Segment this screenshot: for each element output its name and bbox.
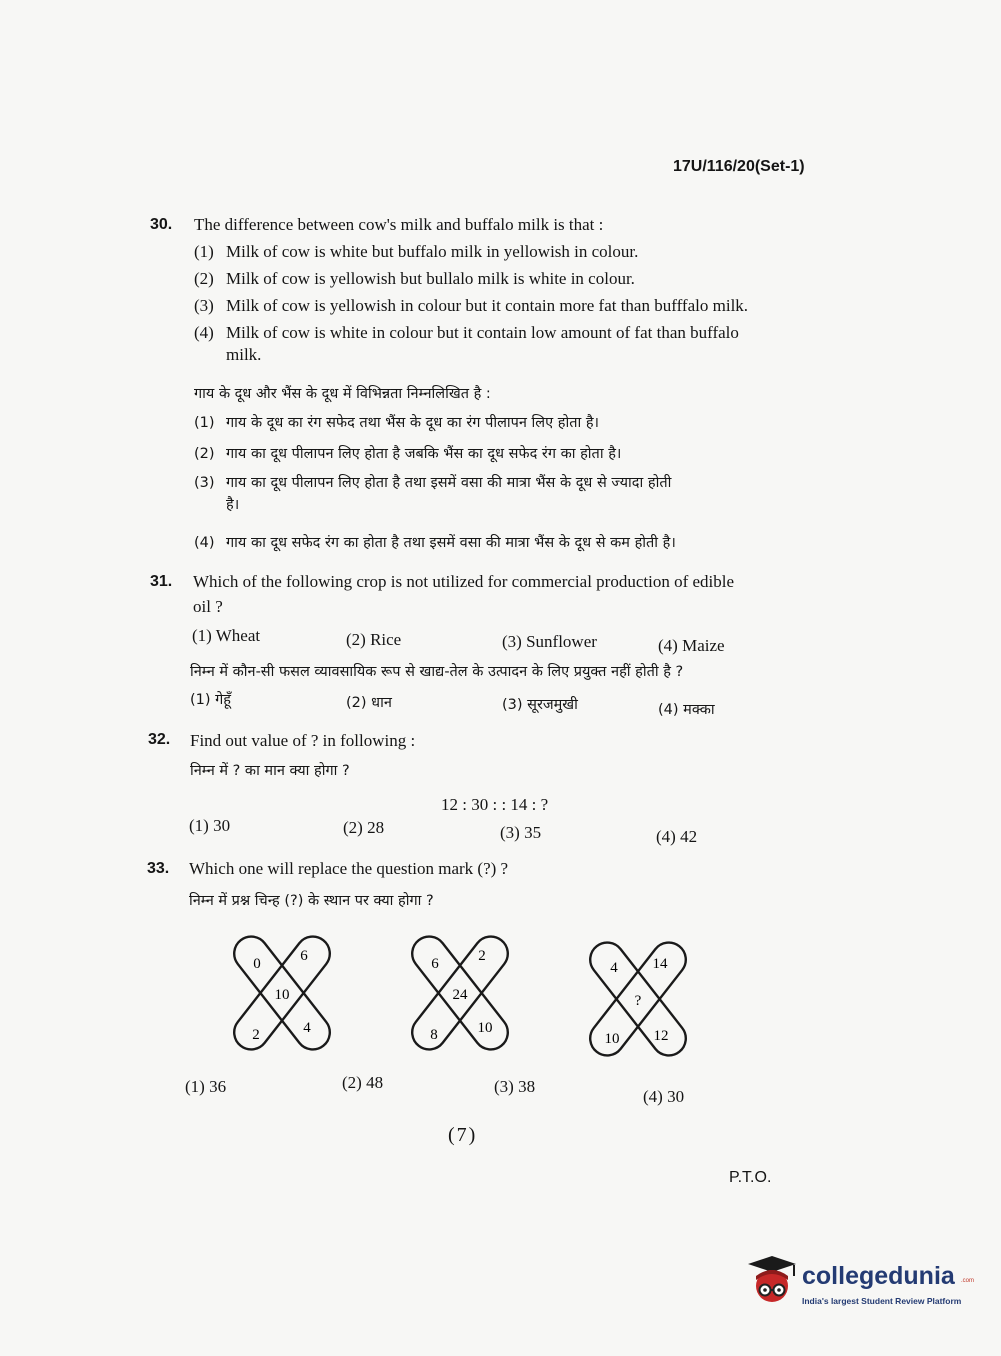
svg-text:?: ? <box>634 993 642 1009</box>
option-4: (4) 42 <box>656 827 698 846</box>
question-text-hi: निम्न में प्रश्न चिन्ह (?) के स्थान पर क्या होगा ? <box>189 893 434 909</box>
option-en-2: (2) Rice <box>346 630 402 649</box>
question-number: 33. <box>147 860 170 877</box>
question-text-hi: गाय के दूध और भैंस के दूध में विभिन्नता निम्नलिखित है : <box>194 386 491 402</box>
option-hi-3: (3) गाय का दूध पीलापन लिए होता है तथा इसमें वसा की मात्रा भैंस के दूध से ज्यादा होती <box>194 475 672 491</box>
option-hi-1: (1) गाय के दूध का रंग सफेद तथा भैंस के दूध का रंग पीलापन लिए होता है। <box>194 415 600 431</box>
question-text-en: Find out value of ? in following : <box>190 731 416 750</box>
cross-figure-3 <box>578 928 698 1070</box>
question-number: 30. <box>150 216 173 233</box>
option-hi-2: (2) धान <box>346 695 392 711</box>
collegedunia-logo <box>742 1248 975 1318</box>
question-text-en: Which of the following crop is not utilized for commercial production of edible <box>193 572 735 591</box>
option-en-4: (4) Milk of cow is white in colour but it contain low amount of fat than buffalo <box>194 323 739 342</box>
option-hi-3: (3) सूरजमुखी <box>502 697 578 713</box>
option-3: (3) 35 <box>500 823 542 842</box>
question-number: 32. <box>148 731 171 748</box>
svg-text:10: 10 <box>274 987 290 1003</box>
option-3: (3) 38 <box>494 1077 536 1096</box>
student-mascot-icon <box>742 1254 800 1314</box>
option-hi-2: (2) गाय का दूध पीलापन लिए होता है जबकि भैंस का दूध सफेद रंग का होता है। <box>194 446 622 462</box>
question-text-hi: निम्न में कौन-सी फसल व्यावसायिक रूप से खाद्य-तेल के उत्पादन के लिए प्रयुक्त नहीं होती है ? <box>190 664 684 680</box>
option-hi-4: (4) गाय का दूध सफेद रंग का होता है तथा इसमें वसा की मात्रा भैंस के दूध से कम होती है। <box>194 535 676 551</box>
option-hi-1: (1) गेहूँ <box>190 692 232 708</box>
logo-tagline: India's largest Student Review Platform <box>802 1296 962 1306</box>
svg-text:4: 4 <box>610 960 618 976</box>
option-en-2: (2) Milk of cow is yellowish but bullalo milk is white in colour. <box>194 269 635 288</box>
svg-text:6: 6 <box>431 956 439 972</box>
svg-text:10: 10 <box>477 1020 493 1036</box>
question-number: 31. <box>150 573 173 590</box>
svg-text:2: 2 <box>252 1027 260 1043</box>
svg-text:6: 6 <box>300 948 308 964</box>
cross-figure-1 <box>222 922 342 1064</box>
pto-label: P.T.O. <box>729 1169 772 1186</box>
cross-figure-2 <box>400 922 520 1064</box>
option-hi-4: (4) मक्का <box>658 702 715 718</box>
option-en-4-cont: milk. <box>226 345 262 364</box>
svg-text:4: 4 <box>303 1020 311 1036</box>
option-hi-3-cont: है। <box>226 497 240 513</box>
option-en-1: (1) Milk of cow is white but buffalo milk in yellowish in colour. <box>194 242 639 261</box>
option-2: (2) 28 <box>343 818 385 837</box>
logo-com: .com <box>961 1278 975 1284</box>
option-2: (2) 48 <box>342 1073 384 1092</box>
option-en-1: (1) Wheat <box>192 626 261 645</box>
option-1: (1) 30 <box>189 816 231 835</box>
option-1: (1) 36 <box>185 1077 227 1096</box>
ratio-expression: 12 : 30 : : 14 : ? <box>441 795 549 814</box>
option-4: (4) 30 <box>643 1087 685 1106</box>
option-en-3: (3) Sunflower <box>502 632 597 651</box>
question-text-en: The difference between cow's milk and buffalo milk is that : <box>194 215 604 234</box>
option-en-4: (4) Maize <box>658 636 725 655</box>
question-text-hi: निम्न में ? का मान क्या होगा ? <box>190 763 350 779</box>
option-en-3: (3) Milk of cow is yellowish in colour but it contain more fat than bufffalo milk. <box>194 296 749 315</box>
paper-code: 17U/116/20(Set-1) <box>673 158 805 175</box>
question-text-en-cont: oil ? <box>193 597 223 616</box>
question-text-en: Which one will replace the question mark (?) ? <box>189 859 509 878</box>
logo-name: collegedunia <box>802 1262 955 1290</box>
page-number: (7) <box>448 1124 478 1146</box>
svg-text:24: 24 <box>452 987 468 1003</box>
svg-text:2: 2 <box>478 948 486 964</box>
svg-text:12: 12 <box>653 1028 669 1044</box>
svg-text:10: 10 <box>604 1031 620 1047</box>
svg-text:8: 8 <box>430 1027 438 1043</box>
svg-text:0: 0 <box>253 956 261 972</box>
svg-text:14: 14 <box>652 956 668 972</box>
